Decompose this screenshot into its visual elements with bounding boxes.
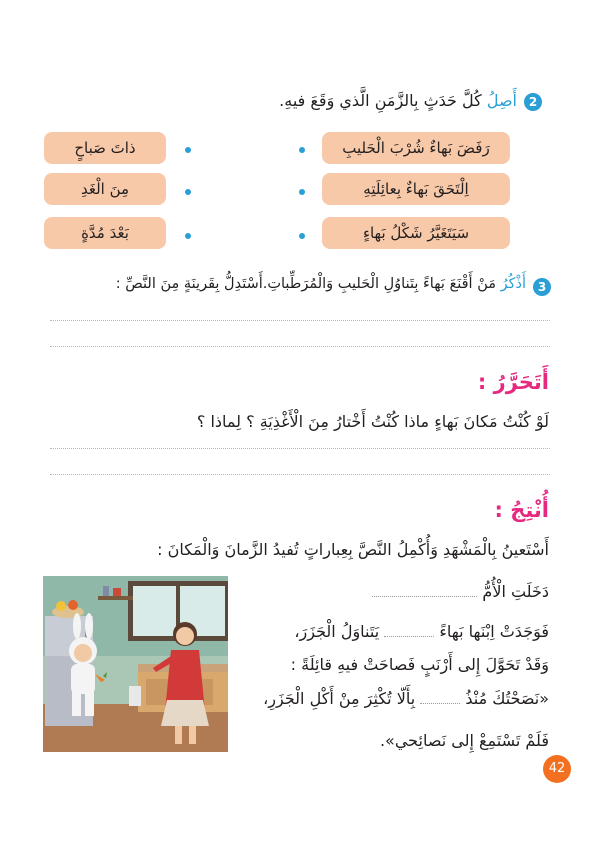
untij-heading: أُنْتِجُ : [494, 498, 549, 522]
untij-line-3: وَقَدْ تَحَوَّلَ إِلى أَرْنَبٍ فَصاحَتْ فيهِ قائِلَةً : [290, 655, 549, 674]
untij-line-5: فَلَمْ تَسْتَمِعْ إِلى نَصائِحي». [379, 731, 549, 750]
event-label: اِلْتَحَقَ بَهاءٌ بِعائِلَتِهِ [363, 180, 469, 198]
time-pill-2[interactable] [44, 173, 166, 205]
line2b-text: يَتَناوَلُ الْجَزَرَ، [294, 622, 380, 641]
exercise-2-instruction [279, 91, 517, 110]
event-label: رَفَضَ بَهاءٌ شُرْبَ الْحَليبِ [342, 139, 490, 157]
scene-illustration [43, 576, 228, 752]
line4b-text: بِأَلّا تُكْثِرَ مِنْ أَكْلِ الْجَزَرِ، [263, 689, 416, 708]
line4a-text: «نَصَحْتُكَ مُنْذُ [465, 689, 549, 708]
time-pill-1[interactable] [44, 132, 166, 164]
event-pill-3[interactable] [322, 217, 510, 249]
time-dot-2[interactable] [185, 189, 191, 195]
event-dot-3[interactable] [299, 233, 305, 239]
exercise-2-number: 2 [524, 93, 542, 111]
exercise-3-instruction [116, 276, 526, 292]
time-label: ذاتَ صَباحٍ [74, 139, 136, 157]
time-dot-3[interactable] [185, 233, 191, 239]
answer-line-1[interactable] [50, 320, 550, 321]
blank-3[interactable] [420, 703, 460, 704]
line2a-text: فَوَجَدَتْ اِبْنَها بَهاءً [439, 622, 549, 641]
line1-text: دَخَلَتِ الْأُمُّ [482, 582, 549, 601]
exercise-3-number: 3 [533, 278, 551, 296]
time-dot-1[interactable] [185, 147, 191, 153]
event-pill-1[interactable] [322, 132, 510, 164]
time-pill-3[interactable] [44, 217, 166, 249]
untij-line-2 [294, 622, 549, 641]
time-label: بَعْدَ مُدَّةٍ [81, 224, 129, 242]
exercise-3-verb: أَذْكُرُ [500, 276, 526, 292]
untij-line-1 [372, 582, 549, 601]
exercise-2-text: كُلَّ حَدَثٍ بِالزَّمَنِ الَّذي وَقَعَ فيهِ. [279, 91, 482, 110]
event-pill-2[interactable] [322, 173, 510, 205]
atahrar-heading: أَتَحَرَّرُ : [477, 370, 549, 394]
event-label: سَيَتَغَيَّرُ شَكْلُ بَهاءٍ [362, 224, 470, 242]
blank-2[interactable] [384, 636, 434, 637]
event-dot-2[interactable] [299, 189, 305, 195]
exercise-3-text: مَنْ أَقْنَعَ بَهاءً بِتَناوُلِ الْحَليبِ وَالْمُرَطِّباتِ.أَسْتَدِلُّ بِقَرينَةٍ مِنَ النَّصِّ : [115, 276, 496, 292]
untij-instruction: أَسْتَعينُ بِالْمَشْهَدِ وَأُكْمِلُ النَّصَّ بِعِباراتٍ تُفيدُ الزَّمانَ وَالْمَكانَ : [157, 540, 549, 559]
atahrar-question: لَوْ كُنْتُ مَكانَ بَهاءٍ ماذا كُنْتُ أَخْتارُ مِنَ الْأَغْذِيَةِ ؟ لِماذا ؟ [196, 412, 549, 431]
scene-drawing [43, 576, 228, 752]
exercise-2-verb: أَصِلُ [486, 91, 517, 110]
blank-1[interactable] [372, 596, 477, 597]
answer-line-2[interactable] [50, 346, 550, 347]
event-dot-1[interactable] [299, 147, 305, 153]
page-number: 42 [543, 755, 571, 783]
time-label: مِنَ الْغَدِ [80, 180, 130, 198]
answer-line-4[interactable] [50, 474, 550, 475]
answer-line-3[interactable] [50, 448, 550, 449]
untij-line-4 [263, 689, 549, 708]
